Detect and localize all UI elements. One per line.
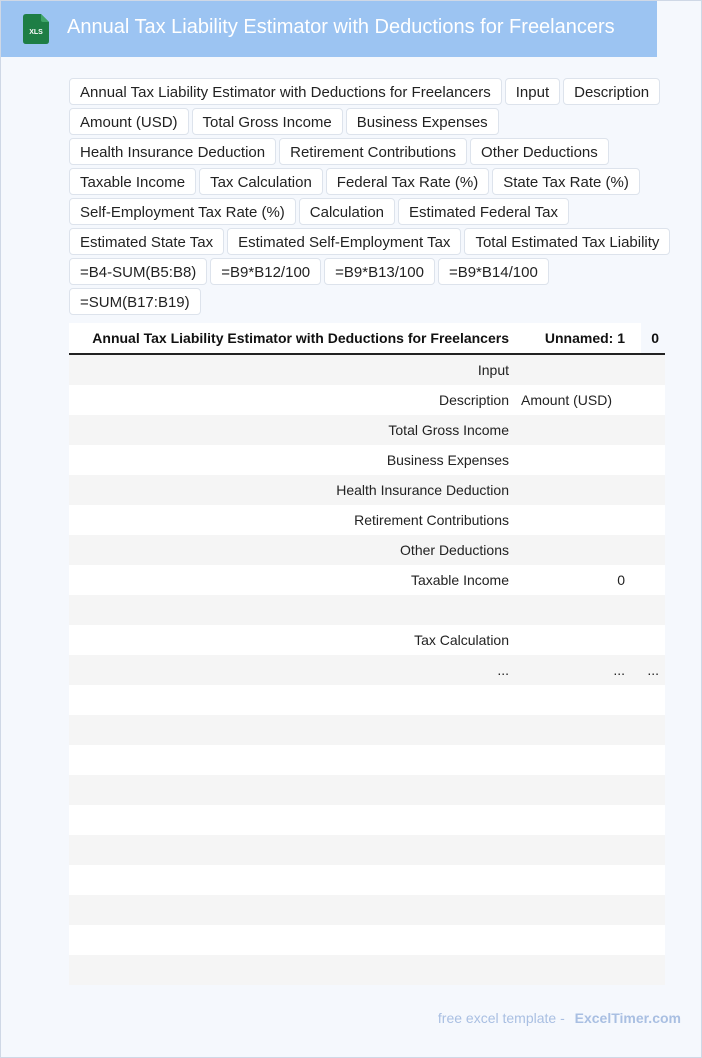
cell-value <box>515 535 631 565</box>
cell-label <box>69 685 515 715</box>
table-row <box>69 445 665 475</box>
header-chip: Total Gross Income <box>192 108 343 135</box>
column-header-zero: 0 <box>631 323 665 354</box>
cell-extra <box>631 685 665 715</box>
table-row <box>69 805 665 835</box>
table-row <box>69 655 665 685</box>
header-chip: Estimated Federal Tax <box>398 198 569 225</box>
cell-label <box>69 955 515 985</box>
header-chip: Input <box>505 78 560 105</box>
cell-extra <box>631 835 665 865</box>
cell-value <box>515 625 631 655</box>
header-chip: Calculation <box>299 198 395 225</box>
table-row <box>69 595 665 625</box>
table-row <box>69 685 665 715</box>
header-chip: Federal Tax Rate (%) <box>326 168 489 195</box>
header-chip: Description <box>563 78 660 105</box>
cell-label: Input <box>477 362 509 378</box>
cell-extra <box>631 385 665 415</box>
cell-label: Total Gross Income <box>388 422 509 438</box>
cell-extra: ... <box>647 662 659 678</box>
cell-extra <box>631 505 665 535</box>
cell-extra <box>631 595 665 625</box>
cell-extra <box>631 775 665 805</box>
header-chip: Tax Calculation <box>199 168 323 195</box>
header-chip: Taxable Income <box>69 168 196 195</box>
table-row <box>69 505 665 535</box>
cell-value <box>515 955 631 985</box>
table-row <box>69 415 665 445</box>
cell-extra <box>631 535 665 565</box>
table-row <box>69 535 665 565</box>
cell-label: Taxable Income <box>410 572 509 588</box>
table-row <box>69 565 665 595</box>
cell-label <box>69 775 515 805</box>
cell-extra <box>631 865 665 895</box>
data-table-container <box>69 323 659 985</box>
table-row <box>69 745 665 775</box>
cell-extra <box>631 925 665 955</box>
cell-label: Business Expenses <box>386 452 509 468</box>
cell-label <box>69 865 515 895</box>
cell-label <box>69 895 515 925</box>
cell-label <box>69 745 515 775</box>
xls-file-icon <box>23 14 49 44</box>
cell-label: Description <box>438 392 509 408</box>
header-chip: =SUM(B17:B19) <box>69 288 201 315</box>
cell-value <box>515 505 631 535</box>
cell-value <box>515 865 631 895</box>
footer-brand-link[interactable]: ExcelTimer.com <box>574 1010 681 1026</box>
table-row <box>69 865 665 895</box>
cell-value <box>515 415 631 445</box>
cell-label: Other Deductions <box>400 542 509 558</box>
cell-value <box>515 745 631 775</box>
cell-value <box>515 715 631 745</box>
cell-value <box>515 354 631 385</box>
cell-value <box>515 445 631 475</box>
header-chip: Retirement Contributions <box>279 138 467 165</box>
header-chip: Other Deductions <box>470 138 609 165</box>
cell-label <box>69 805 515 835</box>
header-chip: =B9*B13/100 <box>324 258 435 285</box>
header-chip: Health Insurance Deduction <box>69 138 276 165</box>
header-chip: Business Expenses <box>346 108 499 135</box>
table-row <box>69 835 665 865</box>
header-chip: Self-Employment Tax Rate (%) <box>69 198 296 225</box>
cell-extra <box>631 475 665 505</box>
footer-credit <box>438 1010 681 1026</box>
table-header-row <box>69 323 665 354</box>
table-row <box>69 955 665 985</box>
header-chip: =B9*B12/100 <box>210 258 321 285</box>
cell-value <box>515 685 631 715</box>
data-table <box>69 323 665 985</box>
cell-extra <box>631 445 665 475</box>
header-chip-list <box>69 78 681 315</box>
cell-label: Health Insurance Deduction <box>336 482 509 498</box>
header-chip: Amount (USD) <box>69 108 189 135</box>
header-chip: =B9*B14/100 <box>438 258 549 285</box>
header-chip: Total Estimated Tax Liability <box>464 228 670 255</box>
cell-extra <box>631 354 665 385</box>
page-title: Annual Tax Liability Estimator with Deductions for Freelancers <box>67 16 615 38</box>
header-chip: =B4-SUM(B5:B8) <box>69 258 207 285</box>
table-row <box>69 775 665 805</box>
table-row <box>69 895 665 925</box>
cell-value <box>515 895 631 925</box>
cell-extra <box>631 895 665 925</box>
cell-extra <box>631 955 665 985</box>
table-row <box>69 385 665 415</box>
cell-value: Amount (USD) <box>521 392 613 408</box>
cell-value <box>515 775 631 805</box>
cell-value <box>515 925 631 955</box>
cell-value <box>515 835 631 865</box>
table-row <box>69 925 665 955</box>
footer-text: free excel template - <box>437 1010 565 1026</box>
cell-label <box>69 925 515 955</box>
cell-label <box>69 595 515 625</box>
header-chip: State Tax Rate (%) <box>492 168 640 195</box>
cell-extra <box>631 415 665 445</box>
cell-label: Tax Calculation <box>414 632 509 648</box>
cell-label: Retirement Contributions <box>354 512 509 528</box>
cell-extra <box>631 745 665 775</box>
cell-label <box>69 835 515 865</box>
column-header-title: Annual Tax Liability Estimator with Deductions for Freelancers <box>69 323 515 354</box>
cell-label: ... <box>497 662 509 678</box>
table-row <box>69 354 665 385</box>
cell-extra <box>631 805 665 835</box>
cell-extra <box>631 565 665 595</box>
header-chip: Annual Tax Liability Estimator with Deductions for Freelancers <box>69 78 502 105</box>
cell-value <box>515 475 631 505</box>
cell-value: ... <box>613 662 625 678</box>
app-header <box>1 1 657 57</box>
header-chip: Estimated State Tax <box>69 228 224 255</box>
table-row <box>69 715 665 745</box>
column-header-unnamed-1: Unnamed: 1 <box>515 323 631 354</box>
svg-text:XLS: XLS <box>29 29 43 36</box>
header-chip: Estimated Self-Employment Tax <box>227 228 461 255</box>
cell-extra <box>631 625 665 655</box>
table-row <box>69 475 665 505</box>
cell-value <box>515 805 631 835</box>
cell-label <box>69 715 515 745</box>
cell-value: 0 <box>617 572 625 588</box>
cell-extra <box>631 715 665 745</box>
table-row <box>69 625 665 655</box>
cell-value <box>515 595 631 625</box>
